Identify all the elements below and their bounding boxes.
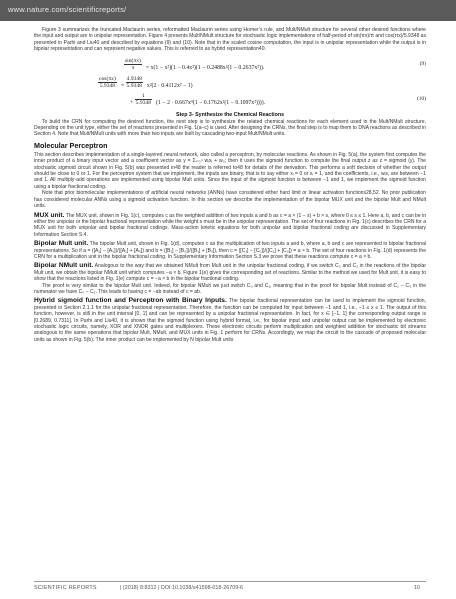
mux-paragraph: MUX unit. The MUX unit, shown in Fig. 1(c), computes c as the weighted addition of two inputs a and b as c = a × (1 − s) + b × s, where 0 ≤ s ≤ 1. Here a, b, and c can be in either the unipolar or the bipolar fractional representation while the weight s must be in the unipolar representation. The set of four reactions in Fig. 1(c) describes the CRN for a MUX unit for both unipolar and bipolar fractional codings. Mass-action kinetic equations for both unipolar and bipolar fractional coding are discussed in Supplementary Information Section S.4. [34, 211, 426, 238]
footer-divider [34, 581, 426, 582]
step3-title: Step 3- Synthesize the Chemical Reactions [175, 111, 285, 118]
eq10-lhs: $\frac{\cos(\pi x)}{5.9348}$ [99, 76, 116, 90]
perceptron-paragraph-1: This section describes implementation of a single-layered neural network, also called a perceptron, by molecular reactions. As shown in Fig. 5(a), the system first computes the inner product of a binary input vector and a coefficient vector as y = Σᵢ₌₁ⁿ wᵢxᵢ + w₀; then it uses the sigmoid function to compute the final output z as z = sigmoid (y). The stochastic sigmoid circuit shown in Fig. 5(b) was presented in48 the reader is referred to48 for details of the derivation. This performs a soft decision of whether the output should be close to 0 or 1. For the perceptron system that we implement, the inputs are binary, that is to say either xᵢ = 0 or xᵢ = 1, and the coefficients, i.e., wᵢs, are between −1 and 1. All multiply-add operations are implemented using bipolar Mult units. Since the input of the sigmoid function is between −1 and 1, we implement the sigmoid function using a bipolar fractional coding. [34, 151, 426, 190]
bipolar-nmult-heading: Bipolar NMult unit. [34, 262, 94, 270]
page-header [0, 0, 456, 21]
bipolar-nmult-paragraph: Bipolar NMult unit. Analogous to the way that we obtained NMult from Mult unit in the unipolar fractional coding, if we switch C₀ and C₁ in the reactions of the bipolar Mult unit, we obtain the bipolar NMult unit which computes −a × b. Figure 1(e) gives the corresponding set of reactions. Similar to the method we used for Mult unit, it is easy to show that the reactions listed in Fig. 1(e) compute c = −a × b in the bipolar fractional coding. [34, 262, 426, 283]
article-body [34, 27, 426, 343]
eq9-number: (9) [419, 60, 426, 67]
section-title-perceptron: Molecular Perceptron [34, 140, 108, 150]
journal-url[interactable]: www.nature.com/scientificreports/ [8, 5, 127, 14]
hybrid-heading: Hybrid sigmoid function and Perceptron with Binary Inputs. [34, 297, 227, 305]
eq9-rhs: = x(1 − x²)(1 − 0.4x²)(1 − 0.2488x²(1 − 0.2637x²)). [145, 64, 265, 71]
bipolar-mult-heading: Bipolar Mult unit. [34, 240, 89, 248]
step3-paragraph: To build the CRN for computing the desired function, the next step is to synthesize the related chemical reactions for each element used in the Mult/NMult structure. Depending on the unit type, either the set of reactions presented in Fig. 1(a–c) is used. After designing the CRNs, the final step is to map them to DNA reactions as described in Section 4. Note that Mult/NMult units with more than two inputs are built by cascading two-input Mult/NMult units. [34, 118, 426, 138]
equation-9 [34, 55, 426, 74]
bipolar-mult-paragraph: Bipolar Mult unit. The bipolar Mult unit, shown in Fig. 1(d), computes c as the multiplication of two inputs a and b, where a, b and c are represented in bipolar fractional representations. So if a = ([A₁] − [A₀])/([A₁] + [A₀]) and b = ([B₁] − [B₀])/([B₁] + [B₀]), then c = ([C₁] − [C₀])/([C₁] + [C₀]) = a × b. The set of four reactions in Fig. 1(d) represents the CRN for a multiplication unit in the bipolar fractional coding. In Supplementary Information Section S.3 we prove that these reactions compute c = a × b. [34, 240, 427, 260]
footer-citation: | (2018) 8:8312 | DOI:10.1038/s41598-018-26709-6 [120, 585, 243, 591]
hybrid-paragraph: Hybrid sigmoid function and Perceptron with Binary Inputs. The bipolar fractional representation can be used to implement the sigmoid function, presented in Section 2.1.1 for the unipolar fractional representation. Therefore, the function can be computed for input between −1 and 1, i.e., −1 ≤ x ≤ 1. The output of this function, however, is still in the unit interval [0, 1] and can be represented by a unipolar fractional representation. In fact, for x ∈ [−1, 1] the corresponding output range is [0.2689, 0.7311]. In Parhi and Liu40, it is shown that the sigmoid function using hybrid format, i.e., for bipolar input and unipolar output can be implemented by electronic stochastic logic circuits, namely, XOR and XNOR gates and multiplexers. These electronic circuits perform multiplication and weighted addition for stochastic bit streams analogous to the same operations that bipolar Mult, NMult, and MUX units in Fig. 1 perform for CRNs. Accordingly, we map the circuit to the cascade of proposed molecular units as shown in Fig. 5(b). The inner product can be implemented by N bipolar Mult units [34, 297, 427, 343]
mux-heading: MUX unit. [34, 211, 65, 219]
footer-journal: SCIENTIFIC REPORTS [34, 585, 97, 591]
intro-paragraph: Figure 3 summarizes the truncated Maclaurin series, reformatted Maclaurin series using Horner’s rule, and Mult/NMult structure for several other desired functions where the input and output are in unipolar representation. Figure 4 presents Mult/NMult structure for stochastic logic implementations of half-period of sin(πx)/π and cos(πx)/5.9348 as presented in Parhi and Liu40 and described by equations (9) and (10). Note that in the scaled cosine computation, the input is in unipolar representation while the output is in bipolar representation and can represent negative values. This is referred to as hybrid representation40. [34, 27, 426, 53]
eq9-lhs: $\frac{\sin(\pi x)}{\pi}$ [125, 58, 141, 72]
bipolar-nmult-proof: The proof is very similar to the bipolar Mult unit. Indeed, for bipolar NMult we just switch C₀ and C₁, meaning that in the proof for bipolar Mult instead of C₁ − C₀ in the numerator we have C₀ − C₁. This leads to having c = −ab instead of c = ab. [34, 282, 426, 295]
page-footer [0, 581, 456, 599]
equation-10: $\frac{\cos(\pi x)}{5.9348}$ = $\frac{4.9348}{5.9348}$ x²(2 · 0.4112x² − 1) + $\frac{1}{5.9348}$ (1 − 2 · 0.667x⁴(1 − 0.1762x²(1 − 0.1097x²)))). (10) [99, 76, 426, 107]
eq10-number: (10) [417, 95, 426, 102]
page-number: 10 [414, 585, 420, 591]
perceptron-paragraph-2: Note that prior biomolecular implementations of artificial neural networks (ANNs) have considered either hard limit or linear activation functions28,52. No prior publication has considered molecular ANNs using a sigmoid activation function. In this section we describe the implementation of the bipolar MUX unit and the bipolar Mult and NMult units. [34, 190, 426, 210]
